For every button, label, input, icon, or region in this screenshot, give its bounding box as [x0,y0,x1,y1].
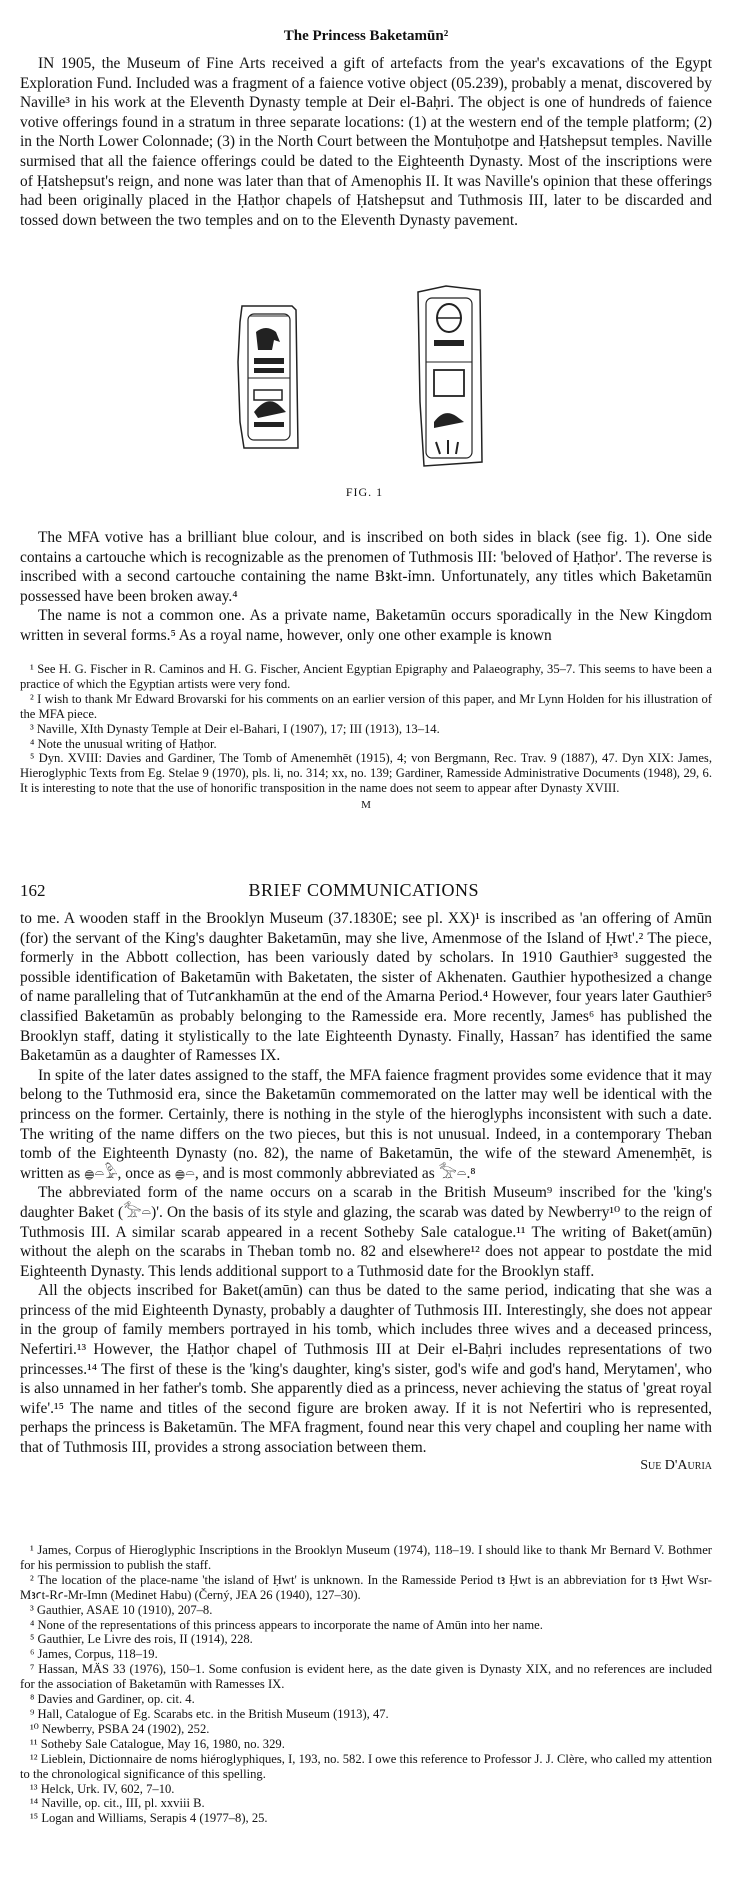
footnote: ³ Gauthier, ASAE 10 (1910), 207–8. [30,1602,213,1617]
running-header [20,880,712,901]
footnote: ⁸ Davies and Gardiner, op. cit. 4. [30,1692,195,1707]
body-paragraphs [20,528,712,646]
faience-fragment-drawing-right [410,282,490,472]
figure-caption: FIG. 1 [345,485,384,499]
page-number: 162 [20,881,46,900]
footnote: ¹³ Helck, Urk. IV, 602, 7–10. [30,1781,175,1796]
article-title: The Princess Baketamūn² [283,28,449,44]
footnote: ⁵ Gauthier, Le Livre des rois, II (1914), 228. [30,1632,253,1647]
signature-mark: M [361,799,371,812]
faience-fragment-drawing-left [232,302,312,452]
footnote: ⁴ None of the representations of this princess appears to incorporate the name of Amūn into her name. [30,1617,543,1632]
footnotes-page2 [20,1543,712,1826]
footnote: ⁵ Dyn. XVIII: Davies and Gardiner, The Tomb of Amenemhēt (1915), 4; von Bergmann, Rec. Trav. 9 (1887), 47. Dyn XIX: James, Hieroglyphic Texts from Eg. Stelae 9 (1970), pls. li, no. 314; xx, no. 139; Gardiner, Ramesside Administrative Documents (1948), 29, 6. It is interesting to note that the use of honorific transposition in the name does not seem to appear after Dynasty XVIII. [20,751,712,796]
paragraph: The name is not a common one. As a private name, Baketamūn occurs sporadically in the New Kingdom written in several forms.⁵ As a royal name, however, only one other example is known [20,607,712,644]
footnote: ² I wish to thank Mr Edward Brovarski for his comments on an earlier version of this paper, and Mr Lynn Holden for his illustration of the MFA piece. [20,691,712,721]
footnote: ¹¹ Sotheby Sale Catalogue, May 16, 1980, no. 329. [30,1736,285,1751]
footnote: ¹² Lieblein, Dictionnaire de noms hiéroglyphiques, I, 193, no. 582. I owe this reference to Professor J. J. Clère, who called my attention to the chronological significance of this spelling. [20,1751,712,1781]
footnote: ¹ James, Corpus of Hieroglyphic Inscriptions in the Brooklyn Museum (1974), 118–19. I should like to thank Mr Bernard V. Bothmer for his permission to publish the staff. [20,1543,712,1572]
paragraph: The abbreviated form of the name occurs on a scarab in the British Museum⁹ inscribed for the 'king's daughter Baket (𓅡𓏏)'. On the basis of its style and glazing, the scarab was dated by Newberry¹⁰ to the reign of Tuthmosis III. A similar scarab appeared in a recent Sotheby Sale catalogue.¹¹ The writing of Baket(amūn) without the aleph on the scarabs in Theban tomb no. 82 and elsewhere¹² does not appear to postdate the mid Eighteenth Dynasty. This lends additional support to a Tuthmosid date for the Brooklyn staff. [20,1184,712,1280]
footnote: ² The location of the place-name 'the island of Ḥwt' is unknown. In the Ramesside Period tꜣ Ḥwt is an abbreviation for tꜣ Ḥwt Wsr-Mꜣꜥt-Rꜥ-Mr-Imn (Medinet Habu) (Černý, JEA 26 (1940), 127–30). [20,1572,712,1602]
article-title-block [20,28,712,45]
paragraph: In spite of the later dates assigned to the staff, the MFA faience fragment provides some evidence that it may belong to the Tuthmosid era, since the Baketamūn commemorated on the latter may well be identical with the princess on the former. Certainly, there is nothing in the style of the hieroglyphs inconsistent with such a date. The writing of the name differs on the two pieces, but this is not unusual. Indeed, in a contemporary Theban tomb of the Eighteenth Dynasty (no. 82), the name of Baketamūn, the wife of the steward Amenemḥēt, is written as 𓐍𓏏𓅱, once as 𓐍𓏏, and is most commonly abbreviated as 𓅡𓏏.⁸ [20,1066,712,1182]
footnote: ⁹ Hall, Catalogue of Eg. Scarabs etc. in the British Museum (1913), 47. [30,1706,389,1721]
author-signature: Sue D'Auria [640,1457,712,1473]
intro-paragraph [20,54,712,230]
footnote: ¹⁴ Naville, op. cit., III, pl. xxviii B. [30,1796,205,1811]
running-head: BRIEF COMMUNICATIONS [248,880,480,900]
footnote: ³ Naville, XIth Dynasty Temple at Deir el-Bahari, I (1907), 17; III (1913), 13–14. [30,721,440,736]
page2-body [20,909,712,1474]
footnote: ¹ See H. G. Fischer in R. Caminos and H. G. Fischer, Ancient Egyptian Epigraphy and Palaeography, 35–7. This seems to have been a practice of which the Egyptian artists were very fond. [20,662,712,691]
footnote: ⁶ James, Corpus, 118–19. [30,1647,158,1662]
paragraph: IN 1905, the Museum of Fine Arts received a gift of artefacts from the year's excavations of the Egypt Exploration Fund. Included was a fragment of a faience votive object (05.239), probably a menat, discovered by Naville³ in his work at the Eleventh Dynasty temple at Deir el-Baḥri. The object is one of hundreds of faience votive offerings found in a stratum in three separate locations: (1) at the western end of the temple platform; (2) in the North Lower Colonnade; (3) in the North Court between the Montuḥotpe and Ḥatshepsut temples. Naville surmised that all the faience offerings could be dated to the Eighteenth Dynasty. Most of the inscriptions were of Ḥatshepsut's reign, and none was later than that of Amenophis II. It was Naville's opinion that these offerings had been originally placed in the Ḥatḥor chapels of Ḥatshepsut and Tuthmosis III, later to be discarded and tossed down between the two temples and on to the Eleventh Dynasty pavement. [20,55,712,229]
paragraph: The MFA votive has a brilliant blue colour, and is inscribed on both sides in black (see fig. 1). One side contains a cartouche which is recognizable as the prenomen of Tuthmosis III: 'beloved of Ḥatḥor'. The reverse is inscribed with a second cartouche containing the name Bꜣkt-ỉmn. Unfortunately, any titles which Baketamūn possessed have been broken away.⁴ [20,529,712,605]
footnote: ¹⁵ Logan and Williams, Serapis 4 (1977–8), 25. [30,1811,268,1826]
paragraph: All the objects inscribed for Baket(amūn) can thus be dated to the same period, indicating that she was a princess of the mid Eighteenth Dynasty, probably a daughter of Tuthmosis III. Interestingly, she does not appear in the group of family members portrayed in his tomb, which includes three wives and a deceased princess, Nefertiri.¹³ However, the Ḥatḥor chapel of Tuthmosis III at Deir el-Baḥri includes representations of two princesses.¹⁴ The first of these is the 'king's daughter, king's sister, god's wife and god's hand, Merytamen', who is also unnamed in her father's tomb. She apparently died as a princess, never achieving the status of 'great royal wife'.¹⁵ The name and titles of the second figure are broken away. If it is not Nefertiri who is represented, perhaps the princess is Baketamūn. The MFA fragment, found near this very chapel and coupling her name with that of Tuthmosis III, provides a strong association between them. [20,1282,712,1457]
paragraph: to me. A wooden staff in the Brooklyn Museum (37.1830E; see pl. XX)¹ is inscribed as 'an offering of Amūn (for) the servant of the King's daughter Baketamūn, may she live, Amenmose of the Island of Ḥwt'.² The piece, formerly in the Abbott collection, has been variously dated by scholars. In 1910 Gauthier³ suggested the possible identification of Baketamūn with Baketaten, the sister of Akhenaten. Gauthier hypothesized a change of name paralleling that of Tutꜥankhamūn at the end of the Amarna Period.⁴ However, four years later Gauthier⁵ classified Baketamūn as probably belonging to the Ramesside era. More recently, James⁶ has published the Brooklyn staff, dating it stylistically to the late Eighteenth Dynasty. Finally, Hassan⁷ has identified the same Baketamūn as a daughter of Ramesses IX. [20,910,712,1065]
footnote: ⁴ Note the unusual writing of Ḥatḥor. [30,736,217,751]
footnote: ⁷ Hassan, MÄS 33 (1976), 150–1. Some confusion is evident here, as the date given is Dynasty XIX, and no references are included for the association of Baketamūn with Ramesses IX. [20,1662,712,1692]
footnotes-page1 [20,662,712,813]
footnote: ¹⁰ Newberry, PSBA 24 (1902), 252. [30,1721,210,1736]
